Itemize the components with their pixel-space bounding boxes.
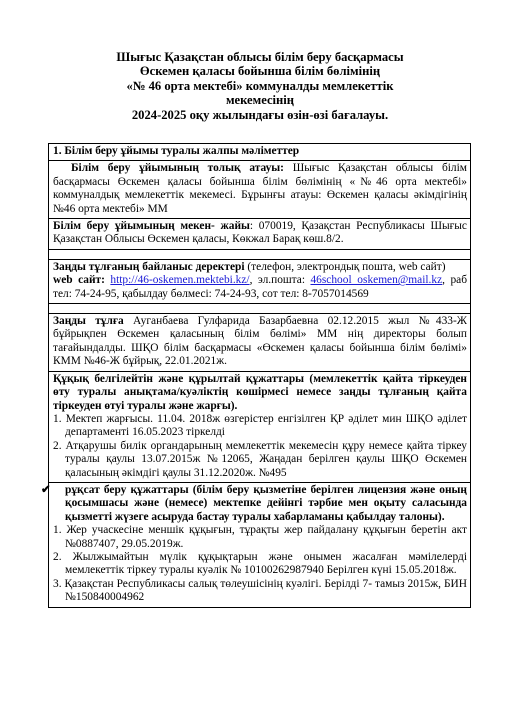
address-text: : 070019, Қазақстан Республикасы Шығыс Қазақстан Облысы Өскемен қаласы, Көкжал Барақ көш.8/2. [53,220,467,246]
legal-person-cell [49,313,470,371]
section-heading: 1. Білім беру ұйымы туралы жалпы мәліметтер [53,145,300,157]
permits-item: 2. Жылжымайтын мүлік құқықтарын және онымен жасалған мәмілелерді мемлекеттік тіркеу туралы куәлік № 10100262987940 Берілген күні 15.05.2018ж. [53,550,467,577]
row-separator [49,249,470,259]
phones-text: , раб тел: 74-24-95, қабылдау бөлмесі: 74-24-93, сот тел: 8-7057014569 [53,274,467,300]
permits-item: 1. Жер учаскесіне меншік құқығын, тұрақты жер пайдалану құқығын беретін акт №0887407, 29.05.2019ж. [53,524,467,550]
email-prefix: , эл.пошта: [249,274,306,287]
contacts-label: Заңды тұлғаның байланыс деректері [53,260,245,273]
fullname-label: Білім беру ұйымының толық атауы: [71,162,284,175]
address-label: Білім беру ұйымының мекен- жайы [53,220,250,233]
permits-heading-block [41,483,467,524]
contacts-label-rest: (телефон, электрондық пошта, web сайт) [244,260,446,273]
address-cell [49,218,470,249]
permits-heading: рұқсат беру құжаттары (білім беру қызметіне берілген лицензия және оның қосымшасы және (немесе) мектепке дейінгі тәрбие мен оқыту саласында қызметті жүзеге асыруда бастау туралы хабарламаны қабылдау талоны). [65,483,467,523]
legal-basis-cell [49,371,470,482]
title-line-5: 2024-2025 оқу жылындағы өзін-өзі бағалауы. [131,107,389,122]
title-line-1: Шығыс Қазақстан облысы білім беру басқармасы [116,50,404,64]
document-title [60,50,460,122]
web-prefix: web сайт: [53,274,105,287]
checkmark-icon: ✔ [41,483,51,496]
info-table [41,143,471,608]
fullname-cell [49,160,470,218]
legal-basis-item: 1. Мектеп жарғысы. 11.04. 2018ж өзгерістер енгізілген ҚР әділет мин ШҚО әділет департаменті 16.05.2023 тіркелді [53,412,467,439]
website-link[interactable]: http://46-oskemen.mektebi.kz/ [110,274,250,287]
fullname-text: Шығыс Қазақстан облысы білім басқармасы Өскемен қаласы бойынша білім бөлімінің «№46 орта мектебі» коммуналдық мемлекеттік мекемесі. Бұрынғы атауы: Өскемен қаласы әкімдігінің №46 орта мектебі» ММ [53,162,467,215]
legal-person-text: Ауганбаева Гулфарида Базарбаевна 02.12.2015 жыл №433-Ж бұйрықпен Өскемен қаласының білім бөлімі» ММ нің директоры болып тағайындалды. ШҚО білім басқармасы «Өскемен қаласы бойынша білім бөлімі» КММ №46-Ж бұйрық, 22.01.2021ж. [53,315,467,368]
legal-basis-heading: Құқық белгілейтін және құрылтай құжаттары (мемлекеттік қайта тіркеуден өту туралы анықтама/куәліктің көшірмесі немесе заңды тұлғаның қайта тіркеуден өтуі туралы және жарғы). [53,372,467,412]
legal-basis-item: 2. Атқарушы билік органдарының мемлекеттік мекемесін құру немесе қайта тіркеу туралы қаулы 13.07.2015ж №12065, Жаңадан берілген қаулы ШҚО Өскемен қаласының әкімдігі қаулы 31.12.2020ж. №495 [53,439,467,479]
contacts-cell [49,259,470,303]
email-link[interactable]: 46school_oskemen@mail.kz [310,274,443,287]
title-line-3: «№ 46 орта мектебі» коммуналды мемлекеттік [126,78,394,93]
title-line-4: мекемесінің [225,93,295,108]
row-separator [49,303,470,313]
legal-person-label: Заңды тұлға [53,315,124,328]
permits-item: 3. Қазақстан Республикасы салық төлеушісінің куәлігі. Берілді 7- тамыз 2015ж, БИН №150840004962 [53,577,467,604]
permits-cell [41,482,470,607]
title-line-2: Өскемен қаласы бойынша білім бөлімінің [139,64,381,79]
